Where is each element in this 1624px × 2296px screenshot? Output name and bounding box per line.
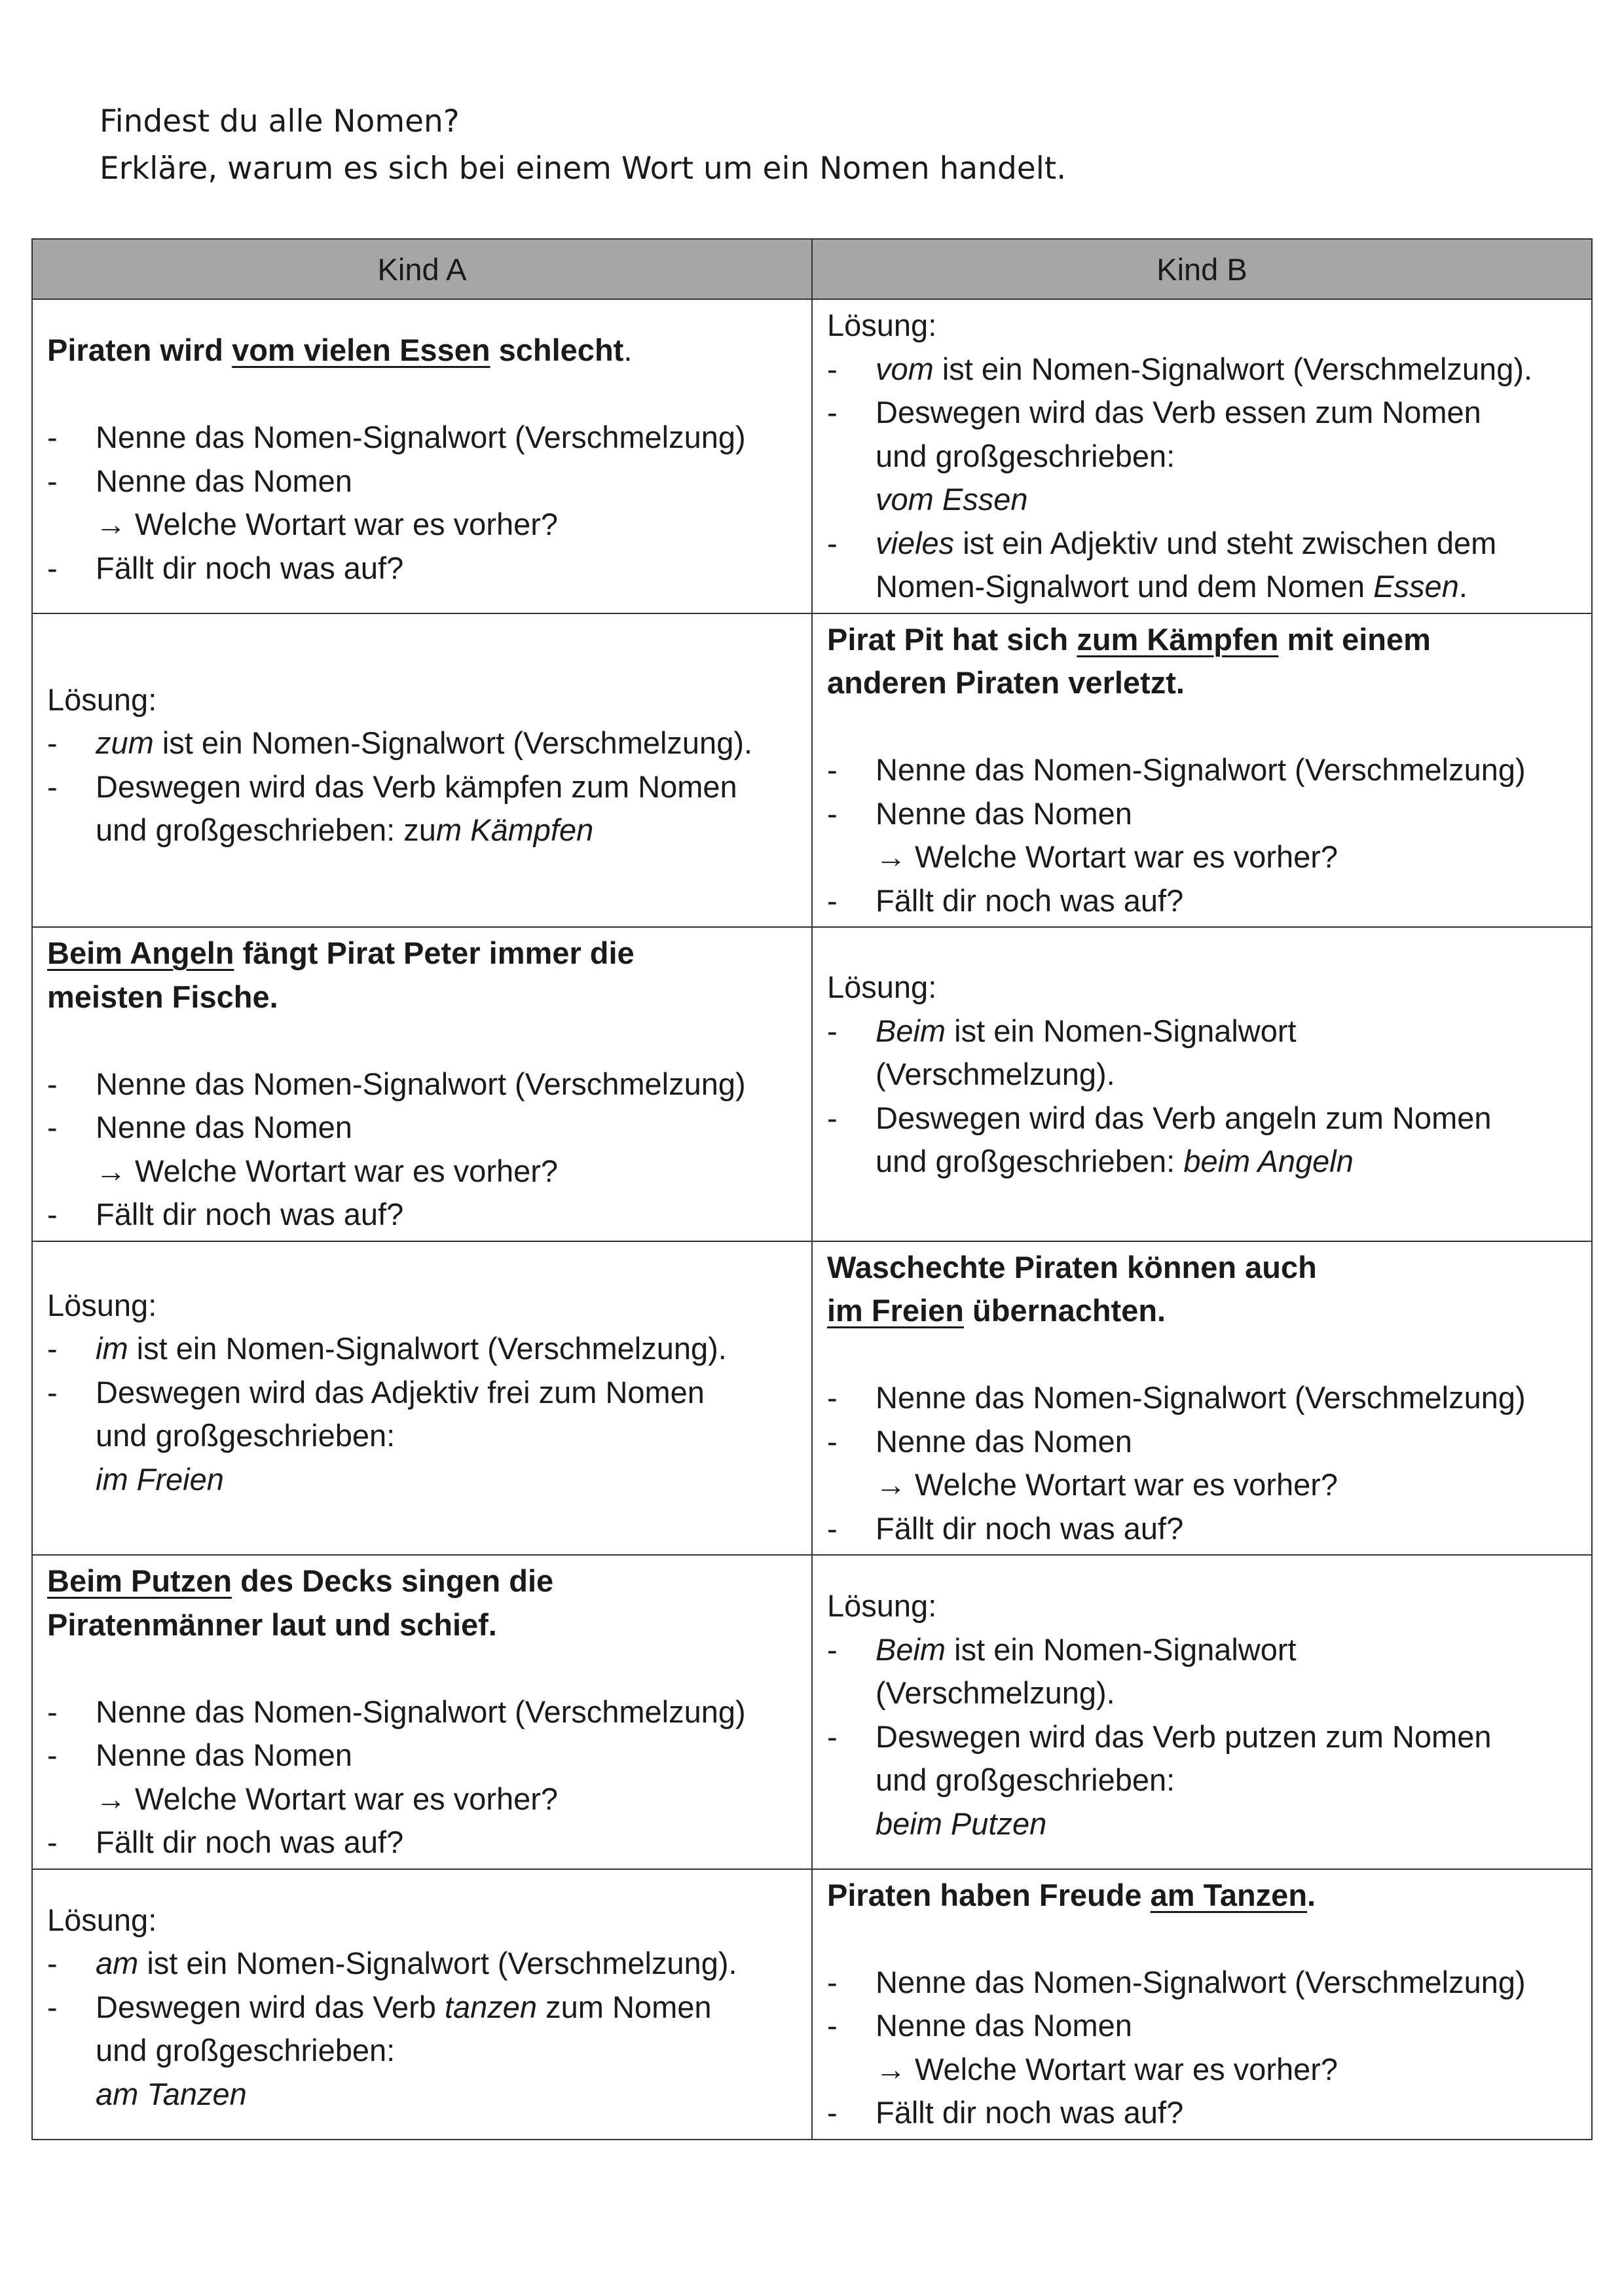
table-row <box>32 927 1592 1241</box>
instruction-line-2: Erkläre, warum es sich bei einem Wort um ein Nomen handelt. <box>100 151 1067 187</box>
task-item: - Nenne das Nomen <box>47 463 352 498</box>
table-row <box>32 613 1592 928</box>
task-item: - Nenne das Nomen-Signalwort (Verschmelzung) <box>827 1380 1526 1415</box>
arrow-right-icon: → <box>96 1781 126 1816</box>
task-cell <box>32 299 812 613</box>
task-item: - Nenne das Nomen-Signalwort (Verschmelzung) <box>827 1964 1526 1999</box>
task-item: - Fällt dir noch was auf? <box>827 2095 1184 2130</box>
arrow-right-icon: → <box>876 2051 906 2086</box>
task-sentence: Waschechte Piraten können auch im Freien übernachten. <box>827 1249 1317 1328</box>
task-subitem: → Welche Wortart war es vorher? <box>827 1463 1578 1507</box>
task-item: - Nenne das Nomen-Signalwort (Verschmelzung) <box>47 1066 746 1101</box>
table-row <box>32 299 1592 613</box>
solution-item: - Deswegen wird das Adjektiv frei zum Nomen und großgeschrieben: im Freien <box>47 1374 705 1497</box>
header-kind-b: Kind B <box>812 239 1592 299</box>
solution-item: - Deswegen wird das Verb kämpfen zum Nomen und großgeschrieben: zum Kämpfen <box>47 769 737 847</box>
task-cell <box>812 1241 1592 1556</box>
solution-label: Lösung: <box>827 970 937 1004</box>
task-cell <box>32 1555 812 1869</box>
task-sentence: Piraten wird vom vielen Essen schlecht. <box>47 333 633 367</box>
solution-item: - vieles ist ein Adjektiv und steht zwischen dem Nomen-Signalwort und dem Nomen Essen. <box>827 525 1497 604</box>
task-item: - Fällt dir noch was auf? <box>47 550 404 585</box>
task-item: - Nenne das Nomen-Signalwort (Verschmelzung) <box>827 752 1526 787</box>
signalwort-phrase: zum Kämpfen <box>1077 621 1279 657</box>
solution-label: Lösung: <box>47 1287 157 1322</box>
solution-cell <box>32 1241 812 1556</box>
signalwort-phrase: am Tanzen <box>1150 1877 1308 1912</box>
instruction-line-1: Findest du alle Nomen? <box>100 103 460 139</box>
arrow-right-icon: → <box>96 1153 126 1188</box>
solution-item: - im ist ein Nomen-Signalwort (Verschmelzung). <box>47 1331 727 1366</box>
arrow-right-icon: → <box>96 507 126 541</box>
task-cell <box>812 1869 1592 2140</box>
worksheet-table <box>31 238 1593 2140</box>
arrow-right-icon: → <box>876 1467 906 1502</box>
task-subitem: → Welche Wortart war es vorher? <box>827 835 1578 879</box>
header-row <box>32 239 1592 299</box>
table-row <box>32 1869 1592 2140</box>
task-item: - Nenne das Nomen <box>47 1110 352 1144</box>
task-item: - Fällt dir noch was auf? <box>47 1825 404 1859</box>
task-item: - Fällt dir noch was auf? <box>827 1510 1184 1546</box>
solution-item: - zum ist ein Nomen-Signalwort (Verschmelzung). <box>47 725 753 760</box>
solution-label: Lösung: <box>47 682 157 717</box>
task-subitem: → Welche Wortart war es vorher? <box>47 503 798 547</box>
task-item: - Nenne das Nomen <box>47 1738 352 1772</box>
signalwort-phrase: Beim Angeln <box>47 936 234 970</box>
solution-item: - vom ist ein Nomen-Signalwort (Verschmelzung). <box>827 351 1533 386</box>
task-cell <box>812 613 1592 928</box>
task-cell <box>32 927 812 1241</box>
task-item: - Nenne das Nomen <box>827 1423 1132 1459</box>
task-item: - Fällt dir noch was auf? <box>827 883 1184 918</box>
task-subitem: → Welche Wortart war es vorher? <box>47 1777 798 1821</box>
instructions <box>100 98 1066 192</box>
signalwort-phrase: vom vielen Essen <box>232 333 490 367</box>
task-item: - Nenne das Nomen-Signalwort (Verschmelzung) <box>47 1694 746 1729</box>
solution-cell <box>812 299 1592 613</box>
solution-item: - Deswegen wird das Verb tanzen zum Nomen und großgeschrieben: am Tanzen <box>47 1989 712 2111</box>
solution-label: Lösung: <box>47 1902 157 1937</box>
arrow-right-icon: → <box>876 839 906 874</box>
solution-label: Lösung: <box>827 1588 937 1623</box>
solution-item: - Deswegen wird das Verb putzen zum Nomen und großgeschrieben: beim Putzen <box>827 1719 1492 1841</box>
header-kind-a: Kind A <box>32 239 812 299</box>
solution-item: - am ist ein Nomen-Signalwort (Verschmelzung). <box>47 1946 737 1980</box>
task-item: - Fällt dir noch was auf? <box>47 1197 404 1231</box>
task-sentence: Beim Putzen des Decks singen die Piratenmänner laut und schief. <box>47 1563 554 1642</box>
solution-item: - Beim ist ein Nomen-Signalwort (Verschmelzung). <box>827 1013 1297 1091</box>
task-item: - Nenne das Nomen <box>827 2008 1132 2043</box>
task-sentence: Beim Angeln fängt Pirat Peter immer die meisten Fische. <box>47 936 635 1014</box>
task-subitem: → Welche Wortart war es vorher? <box>47 1150 798 1194</box>
task-sentence: Pirat Pit hat sich zum Kämpfen mit einem anderen Piraten verletzt. <box>827 621 1431 700</box>
table-row <box>32 1241 1592 1556</box>
task-subitem: → Welche Wortart war es vorher? <box>827 2048 1578 2092</box>
solution-label: Lösung: <box>827 308 937 342</box>
task-sentence: Piraten haben Freude am Tanzen. <box>827 1877 1316 1912</box>
solution-item: - Deswegen wird das Verb angeln zum Nomen und großgeschrieben: beim Angeln <box>827 1100 1492 1178</box>
solution-item: - Deswegen wird das Verb essen zum Nomen und großgeschrieben: vom Essen <box>827 395 1481 517</box>
solution-cell <box>32 1869 812 2140</box>
solution-cell <box>32 613 812 928</box>
task-item: - Nenne das Nomen-Signalwort (Verschmelzung) <box>47 420 746 454</box>
solution-cell <box>812 1555 1592 1869</box>
signalwort-phrase: Beim Putzen <box>47 1563 232 1598</box>
solution-item: - Beim ist ein Nomen-Signalwort (Verschmelzung). <box>827 1631 1297 1710</box>
signalwort-phrase: im Freien <box>827 1293 964 1328</box>
table-row <box>32 1555 1592 1869</box>
task-item: - Nenne das Nomen <box>827 795 1132 831</box>
solution-cell <box>812 927 1592 1241</box>
